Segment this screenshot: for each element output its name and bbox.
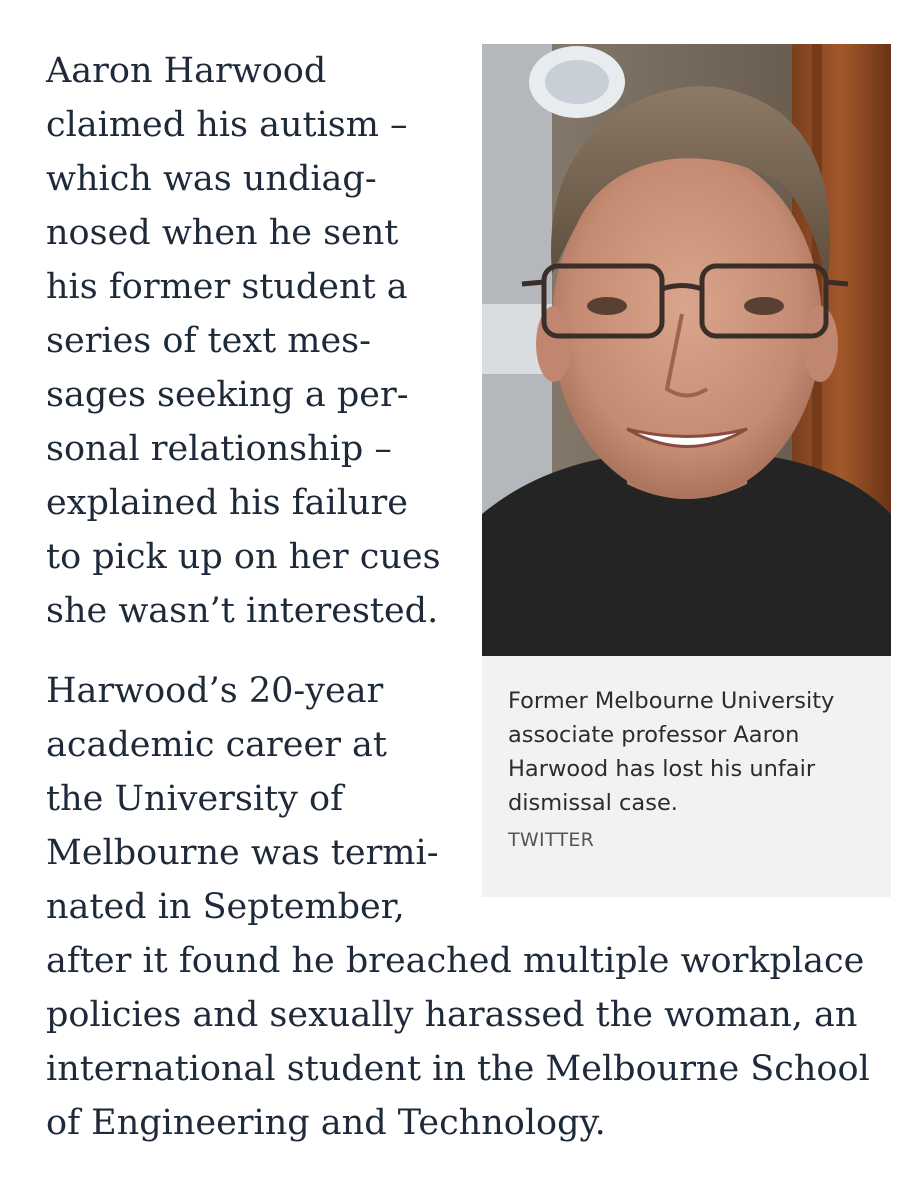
caption-box — [482, 656, 891, 897]
paragraph-1: Aaron Harwood claimed his autism – which was undiagnosed when he sent his former student a series of text messages seeking a personal relationship – explained his failure to pick up on her cues she wasn’t interested. — [46, 51, 441, 631]
article-body — [46, 44, 896, 1176]
photo-caption: Former Melbourne University associate professor Aaron Harwood has lost his unfair dismissal case. — [508, 688, 835, 816]
article-figure — [482, 44, 891, 897]
paragraph-2: Harwood’s 20-year academic career at the University of Melbourne was terminated in September, after it found he breached multiple workplace policies and sexually harassed the woman, an international student in the Melbourne School of Engineering and Technology. — [46, 671, 870, 1143]
photo-credit: TWITTER — [508, 829, 595, 851]
portrait-photo — [482, 44, 891, 656]
